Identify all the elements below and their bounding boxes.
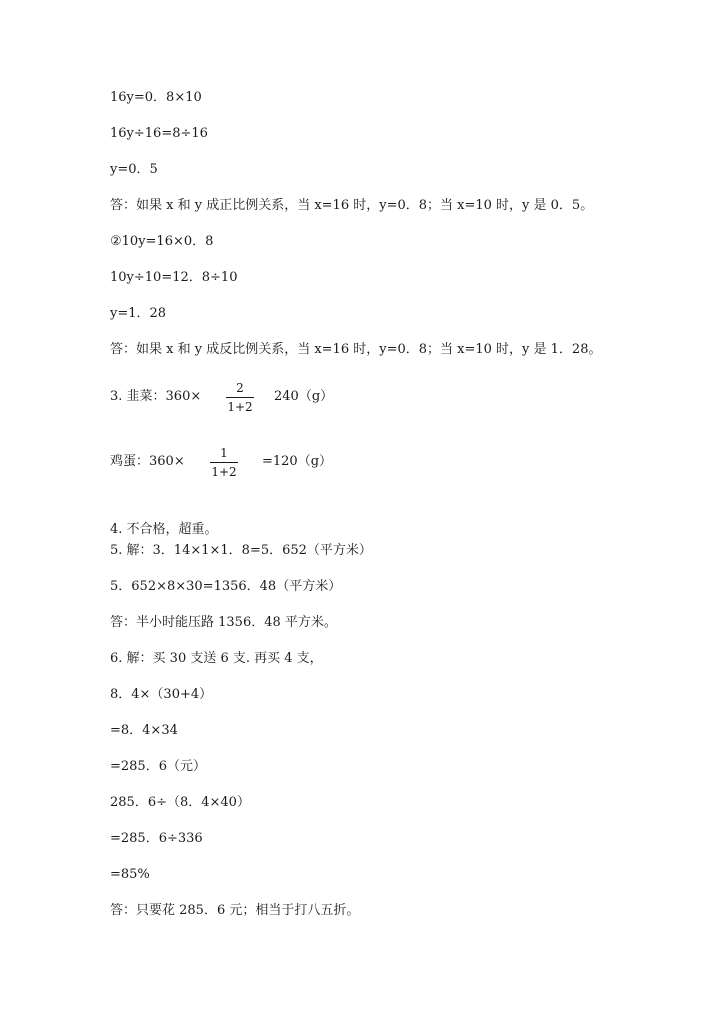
q6-step-4: 285．6÷（8．4×40） — [110, 795, 250, 810]
egg-fraction-numerator: 1 — [220, 446, 228, 460]
q6-answer: 答：只要花 285．6 元；相当于打八五折。 — [110, 903, 360, 918]
q5-step-2: 5．652×8×30=1356．48（平方米） — [110, 579, 342, 594]
q5-solution: 5. 解：3．14×1×1．8=5．652（平方米） — [110, 543, 372, 558]
egg-fraction — [210, 446, 238, 479]
leek-fraction-numerator: 2 — [236, 381, 244, 395]
leek-fraction-bar — [226, 397, 254, 398]
line-1: 16y=0．8×10 — [110, 90, 202, 105]
q6-step-5: =285．6÷336 — [110, 831, 203, 846]
answer-direct-proportion: 答：如果 x 和 y 成正比例关系，当 x=16 时，y=0．8；当 x=10 时，y 是 0．5。 — [110, 198, 594, 213]
line-6: 10y÷10=12．8÷10 — [110, 270, 238, 285]
egg-suffix: =120（g） — [262, 454, 333, 469]
q5-answer: 答：半小时能压路 1356．48 平方米。 — [110, 615, 337, 630]
answer-inverse-proportion: 答：如果 x 和 y 成反比例关系，当 x=16 时，y=0．8；当 x=10 时，y 是 1．28。 — [110, 342, 602, 357]
leek-fraction — [226, 381, 254, 414]
q6-step-1: 8．4×（30+4） — [110, 687, 213, 702]
egg-fraction-bar — [210, 462, 238, 463]
line-7: y=1．28 — [110, 306, 167, 321]
q6-step-2: =8．4×34 — [110, 723, 178, 738]
leek-prefix: 3. 韭菜：360× — [110, 389, 202, 404]
q6-solution: 6. 解：买 30 支送 6 支. 再买 4 支， — [110, 651, 323, 666]
line-2: 16y÷16=8÷16 — [110, 126, 208, 141]
egg-fraction-denominator: 1+2 — [211, 465, 237, 479]
q6-step-3: =285．6（元） — [110, 759, 206, 774]
line-3: y=0．5 — [110, 162, 158, 177]
leek-suffix: 240（g） — [274, 389, 334, 404]
q4-answer: 4. 不合格，超重。 — [110, 522, 218, 537]
egg-prefix: 鸡蛋：360× — [110, 454, 185, 469]
q6-step-6: =85% — [110, 867, 150, 882]
leek-fraction-denominator: 1+2 — [227, 400, 253, 414]
line-5: ②10y=16×0．8 — [110, 234, 214, 249]
